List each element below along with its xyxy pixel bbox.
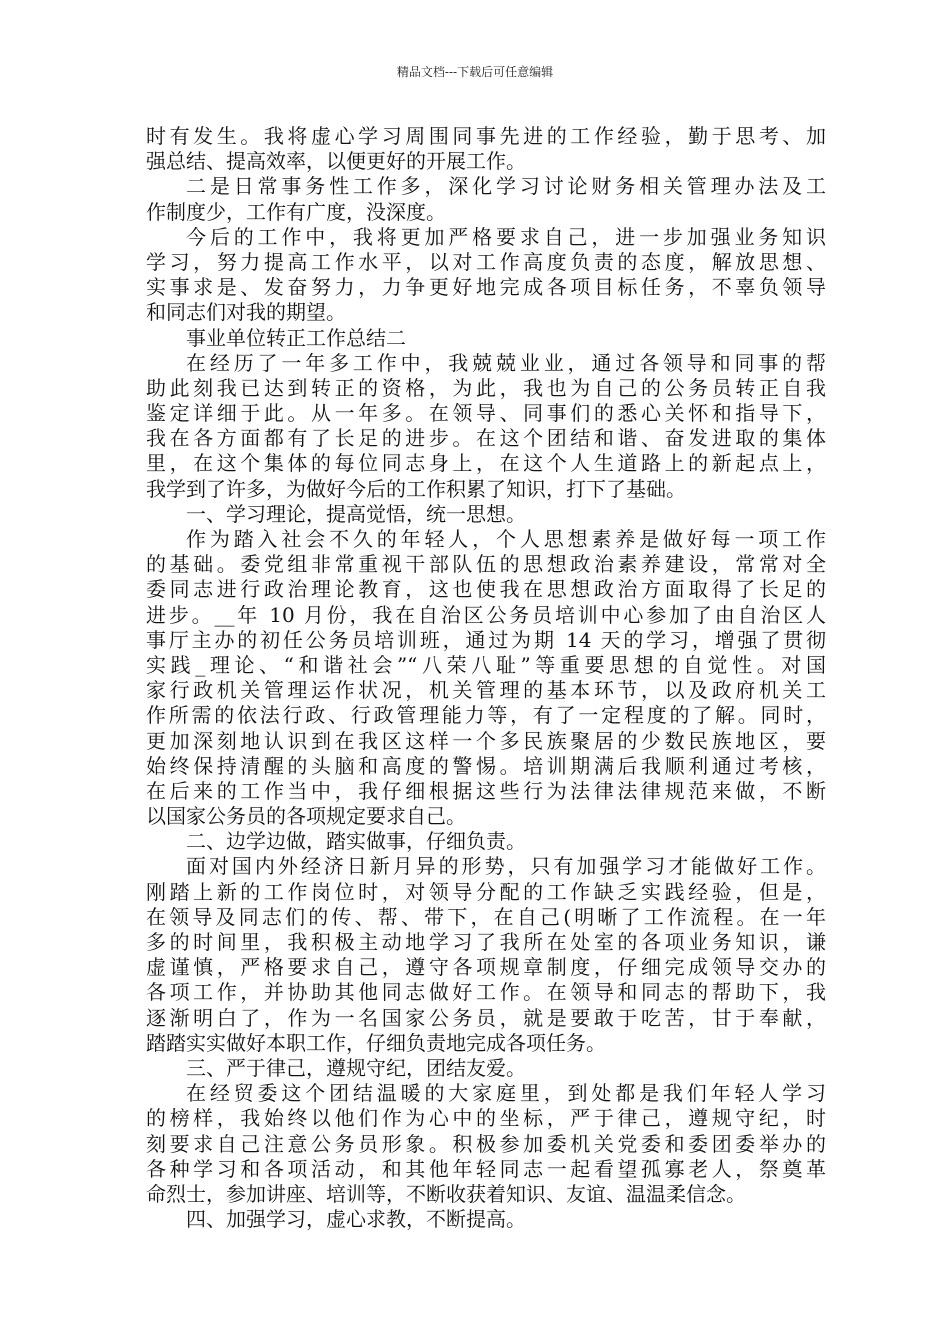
text-line: 委同志进行政治理论教育，这也使我在思想政治方面取得了长足的 (146, 577, 826, 602)
text-line: 在领导及同志们的传、帮、带下，在自己(明晰了工作流程。在一年 (146, 904, 826, 929)
text-line: 实事求是、发奋努力，力争更好地完成各项目标任务，不辜负领导 (146, 275, 826, 300)
text-line: 今后的工作中，我将更加严格要求自己，进一步加强业务知识 (186, 224, 826, 249)
text-line: 学习，努力提高工作水平，以对工作高度负责的态度，解放思想、 (146, 249, 826, 274)
paragraph (146, 854, 826, 1056)
paragraph (146, 502, 826, 527)
text-line: 虚谨慎，严格要求自己，遵守各项规章制度，仔细完成领导交办的 (146, 955, 826, 980)
text-line: 我学到了许多，为做好今后的工作积累了知识，打下了基础。 (146, 476, 686, 501)
text-line: 鉴定详细于此。从一年多。在领导、同事们的悉心关怀和指导下， (146, 401, 826, 426)
text-line: 以国家公务员的各项规定要求自己。 (146, 804, 466, 829)
text-line: 始终保持清醒的头脑和高度的警惕。培训期满后我顺利通过考核， (146, 753, 826, 778)
text-line: 事厅主办的初任公务员培训班，通过为期 14 天的学习，增强了贯彻 (146, 627, 826, 652)
text-line: 和同志们对我的期望。 (146, 300, 346, 325)
paragraph (146, 351, 826, 502)
text-line: 强总结、提高效率，以便更好的开展工作。 (146, 149, 526, 174)
text-line: 作制度少，工作有广度，没深度。 (146, 199, 446, 224)
text-line: 进步。__年 10 月份，我在自治区公务员培训中心参加了由自治区人 (146, 602, 826, 627)
text-line: 在后来的工作当中，我仔细根据这些行为法律法律规范来做，不断 (146, 778, 826, 803)
paragraph (146, 225, 826, 326)
text-line: 刚踏上新的工作岗位时，对领导分配的工作缺乏实践经验，但是， (146, 879, 826, 904)
text-line: 的基础。委党组非常重视干部队伍的思想政治素养建设，常常对全 (146, 552, 826, 577)
text-line: 四、加强学习，虚心求教，不断提高。 (186, 1207, 526, 1232)
text-line: 逐渐明白了，作为一名国家公务员，就是要敢于吃苦，甘于奉献， (146, 1005, 826, 1030)
text-line: 时有发生。我将虚心学习周围同事先进的工作经验，勤于思考、加 (146, 124, 826, 148)
paragraph (146, 1081, 826, 1207)
document-body (146, 124, 826, 1232)
paragraph (146, 124, 826, 174)
text-line: 我在各方面都有了长足的进步。在这个团结和谐、奋发进取的集体 (146, 426, 826, 451)
text-line: 命烈士，参加讲座、培训等，不断收获着知识、友谊、温温柔信念。 (146, 1181, 746, 1206)
text-line: 踏踏实实做好本职工作，仔细负责地完成各项任务。 (146, 1030, 606, 1055)
text-line: 在经历了一年多工作中，我兢兢业业，通过各领导和同事的帮 (186, 350, 826, 375)
text-line: 三、严于律己，遵规守纪，团结友爱。 (186, 1055, 526, 1080)
text-line: 事业单位转正工作总结二 (186, 325, 406, 350)
text-line: 家行政机关管理运作状况，机关管理的基本环节，以及政府机关工 (146, 678, 826, 703)
text-line: 实践_理论、“和谐社会”“八荣八耻”等重要思想的自觉性。对国 (146, 652, 826, 677)
text-line: 里，在这个集体的每位同志身上，在这个人生道路上的新起点上， (146, 451, 826, 476)
text-line: 各项工作，并协助其他同志做好工作。在领导和同志的帮助下，我 (146, 980, 826, 1005)
text-line: 各种学习和各项活动，和其他年轻同志一起看望孤寡老人，祭奠革 (146, 1156, 826, 1181)
paragraph (146, 1207, 826, 1232)
paragraph (146, 527, 826, 829)
paragraph (146, 1056, 826, 1081)
page-header: 精品文档---下载后可任意编辑 (396, 65, 554, 79)
text-line: 二、边学边做，踏实做事，仔细负责。 (186, 829, 526, 854)
text-line: 作所需的依法行政、行政管理能力等，有了一定程度的了解。同时， (146, 703, 826, 728)
text-line: 在经贸委这个团结温暖的大家庭里，到处都是我们年轻人学习 (186, 1081, 826, 1106)
text-line: 刻要求自己注意公务员形象。积极参加委机关党委和委团委举办的 (146, 1131, 826, 1156)
text-line: 作为踏入社会不久的年轻人，个人思想素养是做好每一项工作 (186, 527, 826, 551)
paragraph (146, 326, 826, 351)
text-line: 面对国内外经济日新月异的形势，只有加强学习才能做好工作。 (186, 854, 826, 879)
text-line: 二是日常事务性工作多，深化学习讨论财务相关管理办法及工 (186, 174, 826, 199)
text-line: 一、学习理论，提高觉悟，统一思想。 (186, 501, 526, 526)
text-line: 助此刻我已达到转正的资格，为此，我也为自己的公务员转正自我 (146, 375, 826, 400)
text-line: 的榜样，我始终以他们作为心中的坐标，严于律己，遵规守纪，时 (146, 1106, 826, 1131)
text-line: 多的时间里，我积极主动地学习了我所在处室的各项业务知识，谦 (146, 930, 826, 954)
paragraph (146, 829, 826, 854)
paragraph (146, 174, 826, 224)
text-line: 更加深刻地认识到在我区这样一个多民族聚居的少数民族地区，要 (146, 728, 826, 753)
